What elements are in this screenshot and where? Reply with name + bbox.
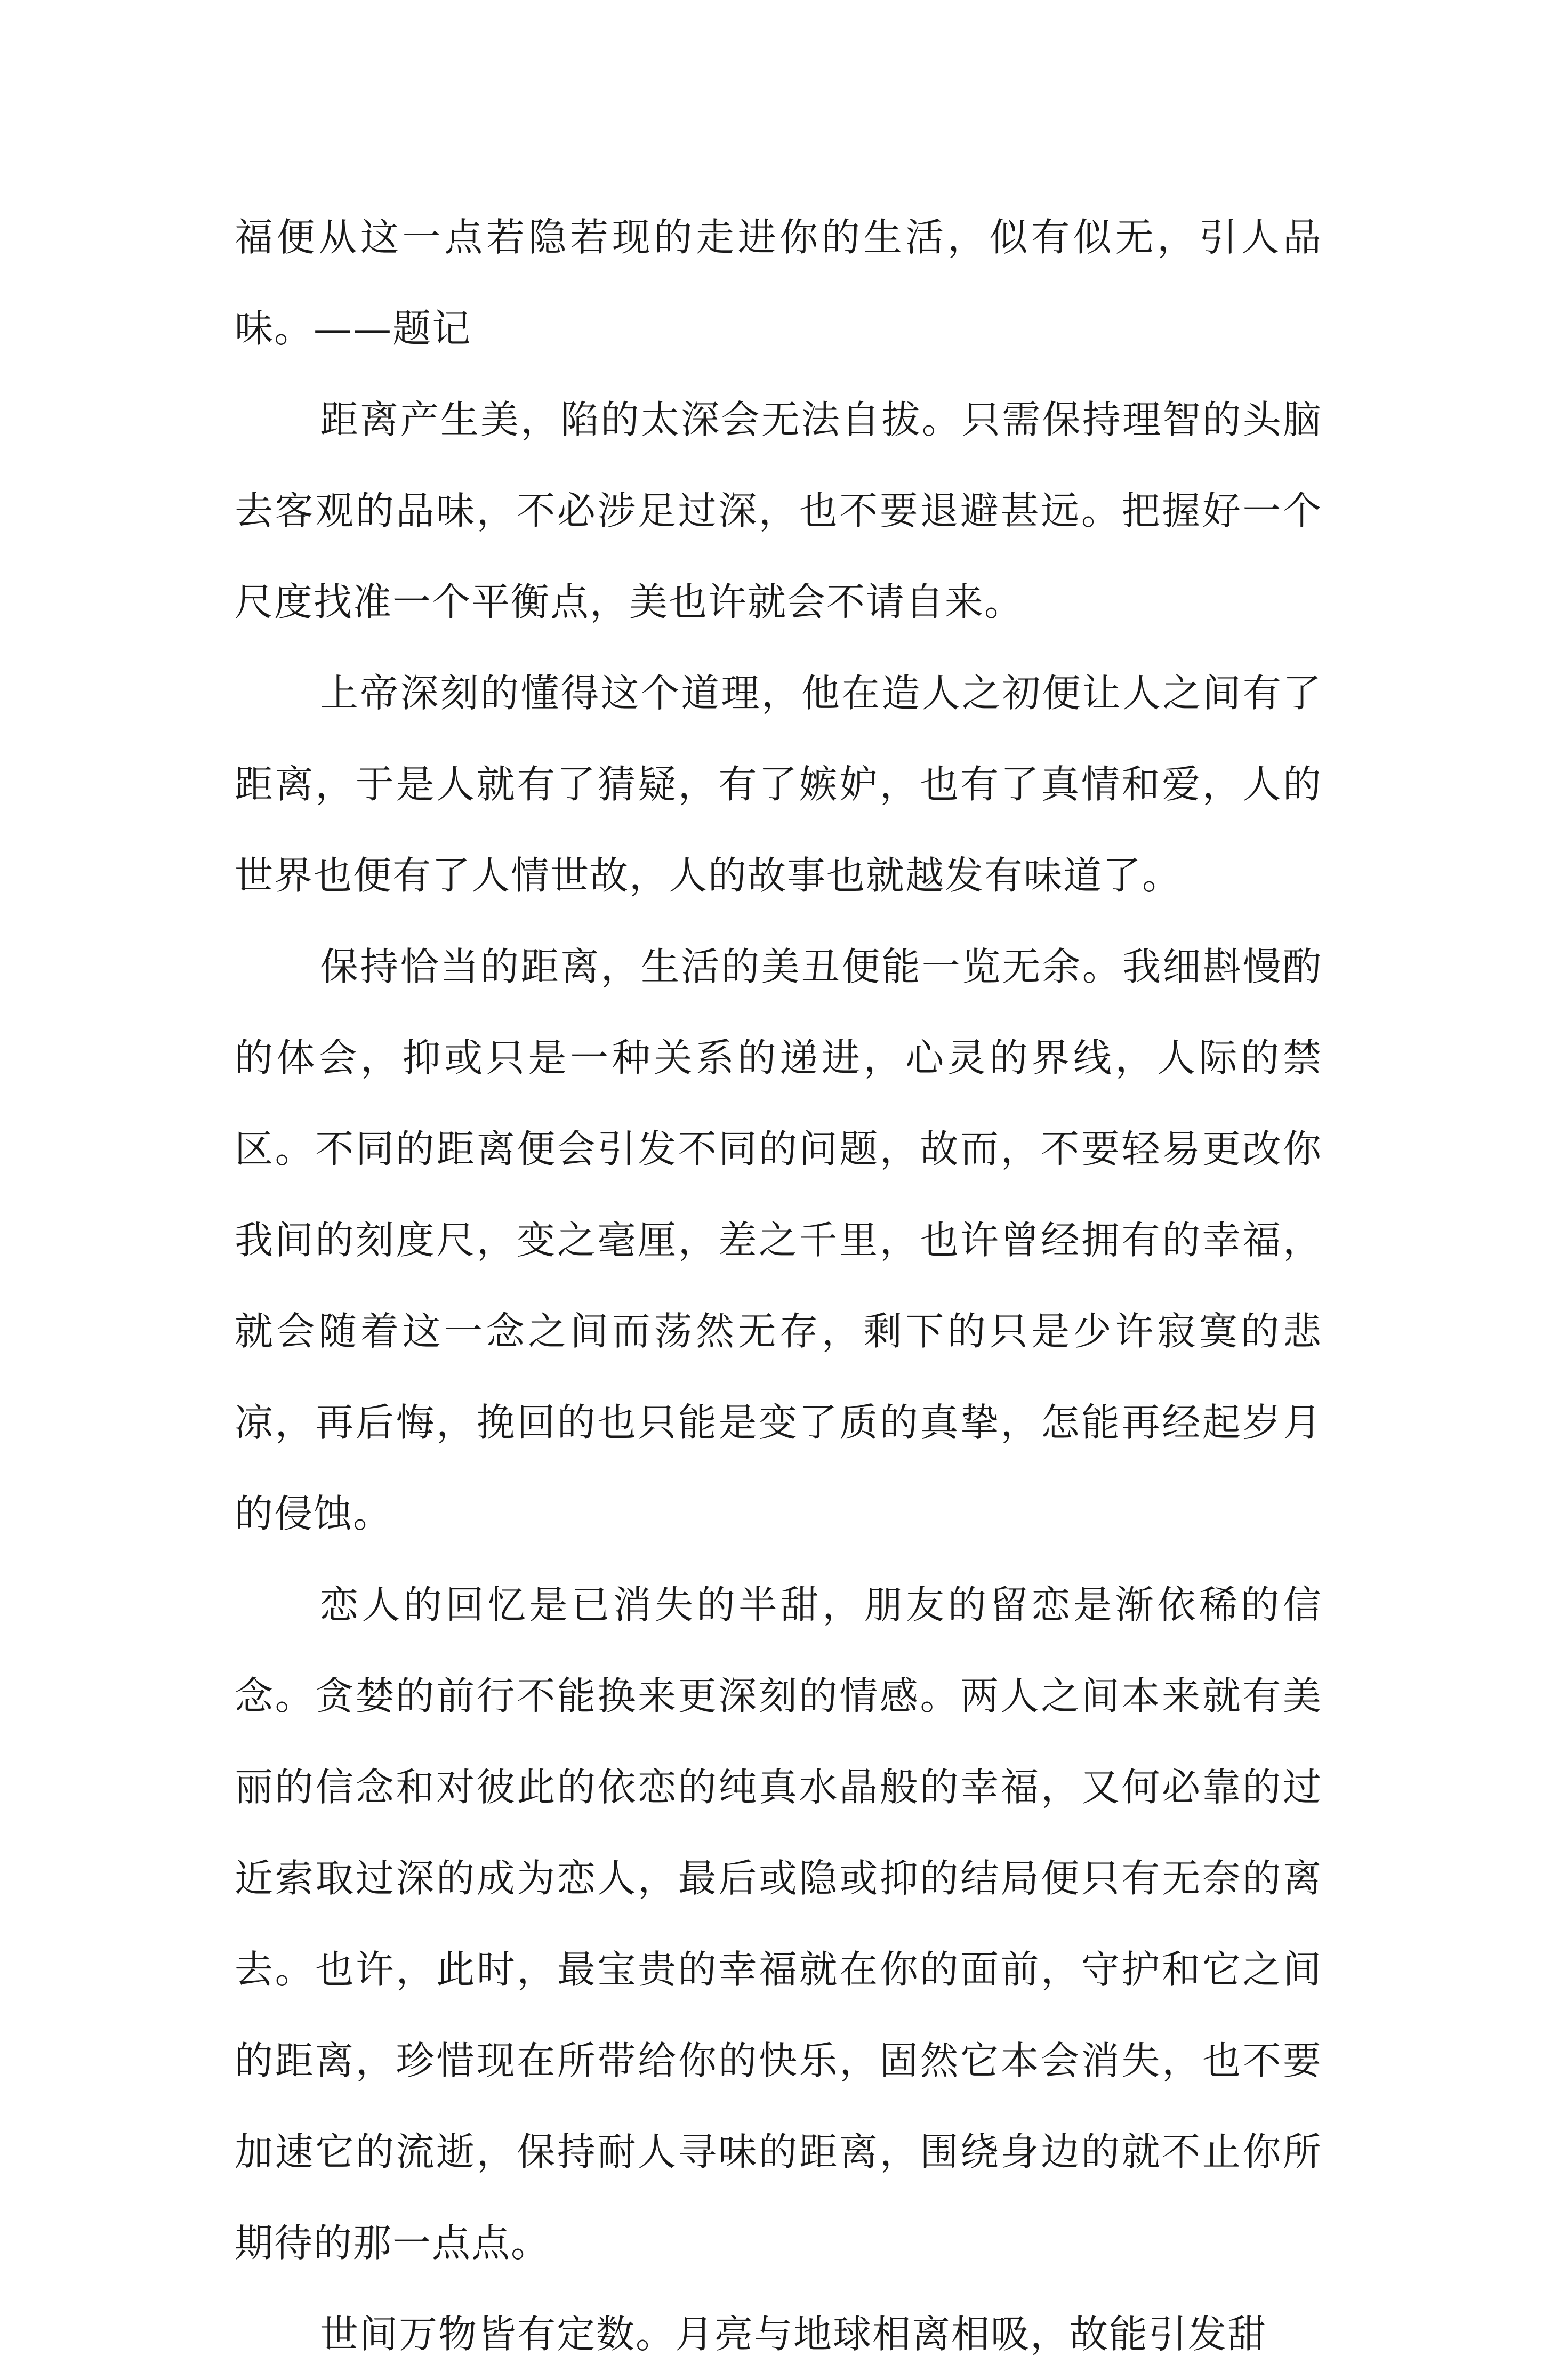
paragraph: 世间万物皆有定数。月亮与地球相离相吸，故能引发甜 <box>320 2312 1267 2357</box>
paragraph: 上帝深刻的懂得这个道理，他在造人之初便让人之间有了距离，于是人就有了猜疑，有了嫉妒，也有了真情和爱，人的世界也便有了人情世故，人的故事也就越发有味道了。 <box>235 671 1322 898</box>
paragraph-continuation: 福便从这一点若隐若现的走进你的生活，似有似无，引人品味。——题记 <box>235 215 1322 351</box>
paragraph: 恋人的回忆是已消失的半甜，朋友的留恋是渐依稀的信念。贪婪的前行不能换来更深刻的情感。两人之间本来就有美丽的信念和对彼此的依恋的纯真水晶般的幸福，又何必靠的过近索取过深的成为恋人，最后或隐或抑的结局便只有无奈的离去。也许，此时，最宝贵的幸福就在你的面前，守护和它之间的距离，珍惜现在所带给你的快乐，固然它本会消失，也不要加速它的流逝，保持耐人寻味的距离，围绕身边的就不止你所期待的那一点点。 <box>235 1582 1322 2265</box>
paragraph: 保持恰当的距离，生活的美丑便能一览无余。我细斟慢酌的体会，抑或只是一种关系的递进，心灵的界线，人际的禁区。不同的距离便会引发不同的问题，故而，不要轻易更改你我间的刻度尺，变之毫厘，差之千里，也许曾经拥有的幸福，就会随着这一念之间而荡然无存，剩下的只是少许寂寞的悲凉，再后悔，挽回的也只能是变了质的真挚，怎能再经起岁月的侵蚀。 <box>235 944 1322 1536</box>
document-body <box>235 192 1322 2380</box>
paragraph: 距离产生美，陷的太深会无法自拔。只需保持理智的头脑去客观的品味，不必涉足过深，也不要退避甚远。把握好一个尺度找准一个平衡点，美也许就会不请自来。 <box>235 397 1322 624</box>
